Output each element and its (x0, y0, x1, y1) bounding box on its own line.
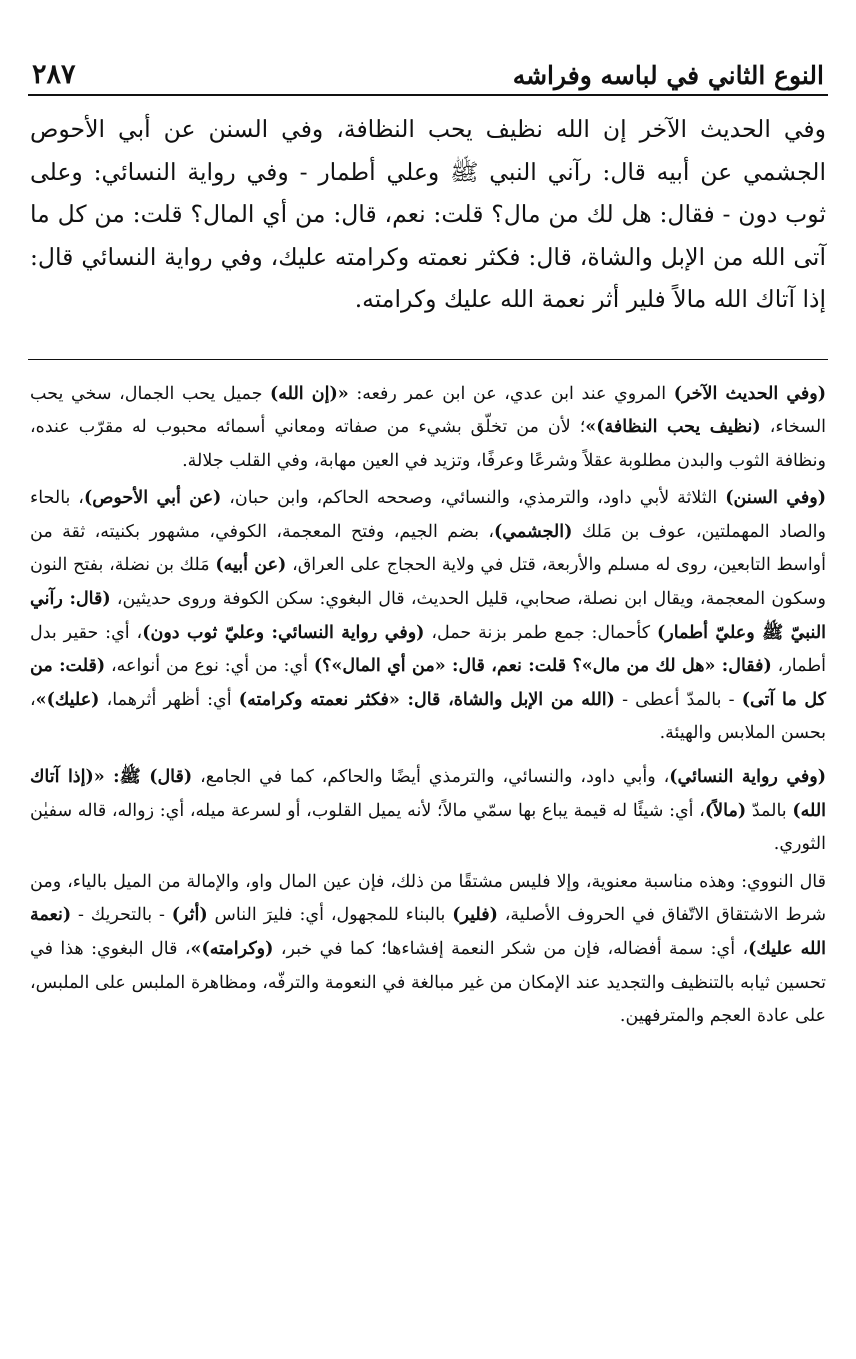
footnote-divider (28, 359, 828, 360)
quoted-phrase: (وكرامته)» (190, 939, 274, 959)
quoted-phrase: (وفي السنن) (725, 488, 826, 509)
commentary-text: ، أي: شيئًا له قيمة يباع بها سمّي مالاً؛ لأنه يميل القلوب، أو لسرعة ميله، أي: زواله، قاله سفيٰن الثوري. (30, 800, 826, 855)
page-number: ٢٨٧ (32, 59, 76, 90)
commentary-text: - بالمدّ أعطى - (614, 689, 742, 710)
quoted-phrase: (نعمة الله عليك) (30, 905, 827, 959)
quoted-phrase: «(إن الله) (270, 383, 349, 404)
commentary-text: بالمدّ (746, 800, 793, 821)
commentary-paragraph-1 (30, 378, 826, 479)
commentary-text: ، قال البغوي: هذا في تحسين ثيابه بالتنظيف والتجديد عند الإمكان من غير مبالغة في النعومة والترفّه، ومظاهرة الملبس على الملبس، على عادة العجم والمترفهين. (30, 939, 826, 1027)
commentary-text: ، أي: سمة أفضاله، فإن من شكر النعمة إفشاءها؛ كما في خبر، (273, 939, 749, 959)
quoted-phrase: (نظيف يحب النظافة)» (585, 417, 761, 438)
quoted-phrase: (الجشمي) (494, 521, 573, 542)
quoted-phrase: (فقال: «هل لك من مال»؟ قلت: نعم، قال: «من أي المال»؟) (313, 656, 772, 677)
commentary-paragraph-4 (30, 866, 826, 1034)
quoted-phrase: (قال: رآني النبيّ ﷺ وعليّ أطمار) (30, 589, 827, 643)
commentary-text: بالبناء للمجهول، أي: فليرَ الناس (207, 905, 453, 926)
commentary-block (28, 378, 828, 1034)
commentary-paragraph-3 (30, 761, 826, 862)
commentary-text: ، بالحاء والصاد المهملتين، عوف بن مَلك (30, 488, 826, 542)
quoted-phrase: (الله من الإبل والشاة، قال: «فكثر نعمته وكرامته) (238, 689, 615, 710)
quoted-phrase: (فلير) (452, 905, 498, 926)
quoted-phrase: (مالاً) (704, 800, 747, 821)
commentary-text: أي: أظهر أثرهما، (99, 689, 239, 710)
quoted-phrase: (أثر) (171, 905, 208, 926)
commentary-text: قال النووي: وهذه مناسبة معنوية، وإلا فليس مشتقًا من ذلك، فإن عين المال واو، والإمالة من الميل بالياء، ومن شرط الاشتقاق الاتّفاق في الحروف الأصلية، (30, 871, 827, 926)
commentary-text: ؛ لأن من تخلّق بشيء من صفاته ومعاني أسمائه محبوب له مقرّب عنده، ونظافة الثوب والبدن مطلوبة عقلاً وشرعًا وعرفًا، وتزيد في العين مهابة، وفي القلب جلالة. (30, 417, 826, 471)
commentary-text: مَلك بن نضلة، بفتح النون وسكون المعجمة، ويقال ابن نصلة، صحابي، قليل الحديث، قال البغوي: سكن الكوفة وروى حديثين، (30, 555, 826, 610)
quoted-phrase: (قلت: من كل ما آتى) (30, 656, 826, 710)
quoted-phrase: (وفي رواية النسائي: وعليّ ثوب دون) (142, 622, 425, 643)
hadith-text: وفي الحديث الآخر إن الله نظيف يحب النظافة، وفي السنن عن أبي الأحوص الجشمي عن أبيه قال: رآني النبي ﷺ وعلي أطمار - وفي رواية النسائي: وعلى ثوب دون - فقال: هل لك من مال؟ قلت: نعم، قال: من أي المال؟ قلت: من كل ما آتى الله من الإبل والشاة، قال: فكثر نعمته وكرامته عليك، وفي رواية النسائي قال: إذا آتاك الله مالاً فلير أثر نعمة الله عليك وكرامته. (30, 115, 826, 313)
hadith-text-block (28, 108, 828, 321)
quoted-phrase: (عليك)» (35, 689, 100, 710)
commentary-text: الثلاثة لأبي داود، والترمذي، والنسائي، وصححه الحاكم، وابن حبان، (221, 488, 726, 509)
commentary-text: ، بحسن الملابس والهيئة. (30, 689, 826, 744)
running-title: النوع الثاني في لباسه وفراشه (512, 61, 824, 90)
quoted-phrase: (عن أبيه) (215, 555, 287, 576)
page-header (28, 52, 828, 96)
commentary-text: جميل يحب الجمال، سخي يحب السخاء، (30, 383, 827, 438)
commentary-text: ، بضم الجيم، وفتح المعجمة، الكوفي، مشهور بكنيته، ثقة من أواسط التابعين، روى له مسلم والأربعة، قتل في ولاية الحجاج على العراق، (30, 521, 827, 576)
commentary-text: المروي عند ابن عدي، عن ابن عمر رفعه: (348, 383, 674, 404)
commentary-text: أي: من أي: نوع من أنواعه، (105, 656, 314, 677)
commentary-text: ، أي: حقير بدل أطمار، (30, 622, 826, 677)
commentary-text: كأحمال: جمع طمر بزنة حمل، (424, 622, 657, 643)
quoted-phrase: (وفي رواية النسائي) (669, 767, 826, 788)
quoted-phrase: (عن أبي الأحوص) (83, 488, 222, 509)
quoted-phrase: (وفي الحديث الآخر) (673, 383, 826, 404)
commentary-text: - بالتحريك - (71, 905, 172, 926)
commentary-text: ، وأبي داود، والنسائي، والترمذي أيضًا والحاكم، كما في الجامع، (192, 767, 670, 788)
commentary-paragraph-2 (30, 482, 826, 751)
quoted-phrase: (قال) ﷺ: «(إذا آتاك الله) (30, 767, 827, 821)
